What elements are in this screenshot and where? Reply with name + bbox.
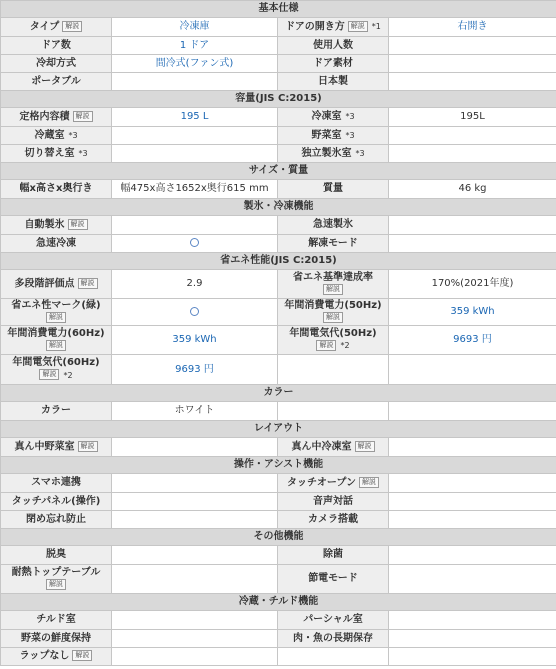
value-power-50[interactable]: 359 kWh [389,299,556,326]
value-meat-fish [389,630,556,648]
label-eco-rate: 省エネ基準達成率 解説 [278,270,389,299]
value-door-count[interactable]: 1 ドア [112,37,278,55]
label-meat-fish: 肉・魚の長期保存 [278,630,389,648]
value-wrap-free [112,648,278,666]
value-sterilize [389,546,556,565]
label-door-count: ドア数 [1,37,112,55]
value-auto-ice [112,216,278,235]
value-type[interactable]: 冷凍庫 [112,18,278,37]
label-made-in-japan: 日本製 [278,73,389,91]
value-eco-mark [112,299,278,326]
value-power-save [389,565,556,594]
label-users: 使用人数 [278,37,389,55]
circle-icon [190,307,199,316]
value-power-60[interactable]: 359 kWh [112,326,278,355]
section-header-chilled: 冷蔵・チルド機能 [1,594,556,611]
explain-button-cost-50[interactable]: 解説 [316,340,336,351]
explain-button-auto-ice[interactable]: 解説 [68,219,88,230]
value-weight: 46 kg [389,180,556,199]
label-cost-60: 年間電気代(60Hz) 解説 *2 [1,355,112,385]
label-center-veg: 真ん中野菜室 解説 [1,438,112,457]
section-header-other: その他機能 [1,529,556,546]
explain-button-center-freezer[interactable]: 解説 [355,441,375,452]
empty-cell [389,402,556,421]
note-1: *1 [371,22,381,32]
value-eco-rate: 170%(2021年度) [389,270,556,299]
value-door-material [389,55,556,73]
label-touch-open: タッチオープン 解説 [278,474,389,493]
section-header-operation: 操作・アシスト機能 [1,457,556,474]
label-chilled-room: チルド室 [1,611,112,630]
label-center-freezer: 真ん中冷凍室 解説 [278,438,389,457]
value-touch-panel [112,493,278,511]
value-quick-freeze [112,235,278,253]
value-cost-50[interactable]: 9693 円 [389,326,556,355]
value-door-opening[interactable]: 右開き [389,18,556,37]
label-door-material: ドア素材 [278,55,389,73]
explain-button-eco-mark[interactable]: 解説 [46,312,66,323]
label-type: タイプ 解説 [1,18,112,37]
label-quick-freeze: 急速冷凍 [1,235,112,253]
empty-cell [278,402,389,421]
value-voice [389,493,556,511]
empty-cell [389,648,556,666]
label-voice: 音声対話 [278,493,389,511]
value-veg-fresh [112,630,278,648]
section-header-size: サイズ・質量 [1,163,556,180]
empty-cell [278,648,389,666]
label-quick-ice: 急速製氷 [278,216,389,235]
label-touch-panel: タッチパネル(操作) [1,493,112,511]
value-door-alarm [112,511,278,529]
label-thaw-mode: 解凍モード [278,235,389,253]
value-dimensions: 幅475x高さ1652x奥行615 mm [112,180,278,199]
label-power-50: 年間消費電力(50Hz) 解説 [278,299,389,326]
empty-cell [278,355,389,385]
value-quick-ice [389,216,556,235]
value-rated-capacity[interactable]: 195 L [112,108,278,127]
value-made-in-japan [389,73,556,91]
value-deodorize [112,546,278,565]
section-header-layout: レイアウト [1,421,556,438]
label-eco-mark: 省エネ性マーク(緑) 解説 [1,299,112,326]
label-camera: カメラ搭載 [278,511,389,529]
explain-button-type[interactable]: 解説 [62,21,82,32]
explain-button-eco-rate[interactable]: 解説 [323,284,343,295]
label-rated-capacity: 定格内容積 解説 [1,108,112,127]
label-auto-ice: 自動製氷 解説 [1,216,112,235]
value-ice-room [389,145,556,163]
value-fridge [112,127,278,145]
label-vegetable: 野菜室 *3 [278,127,389,145]
empty-cell [389,355,556,385]
label-fridge: 冷蔵室 *3 [1,127,112,145]
value-center-freezer [389,438,556,457]
label-switch-room: 切り替え室 *3 [1,145,112,163]
value-chilled-room [112,611,278,630]
explain-button-wrap-free[interactable]: 解説 [72,650,92,661]
label-door-alarm: 閉め忘れ防止 [1,511,112,529]
value-thaw-mode [389,235,556,253]
value-heat-top [112,565,278,594]
value-multi-rating: 2.9 [112,270,278,299]
label-multi-rating: 多段階評価点 解説 [1,270,112,299]
label-door-opening: ドアの開き方 解説 *1 [278,18,389,37]
circle-icon [190,238,199,247]
section-header-basic: 基本仕様 [1,1,556,18]
label-weight: 質量 [278,180,389,199]
label-heat-top: 耐熱トップテーブル 解説 [1,565,112,594]
value-switch-room [112,145,278,163]
explain-button-multi-rating[interactable]: 解説 [78,278,98,289]
section-header-color: カラー [1,385,556,402]
label-sterilize: 除菌 [278,546,389,565]
label-power-save: 節電モード [278,565,389,594]
label-wrap-free: ラップなし 解説 [1,648,112,666]
explain-button-door-opening[interactable]: 解説 [348,21,368,32]
section-header-ice: 製氷・冷凍機能 [1,199,556,216]
value-color: ホワイト [112,402,278,421]
value-cooling[interactable]: 間冷式(ファン式) [112,55,278,73]
value-freezer: 195L [389,108,556,127]
value-smartphone [112,474,278,493]
explain-button-heat-top[interactable]: 解説 [46,579,66,590]
label-veg-fresh: 野菜の鮮度保持 [1,630,112,648]
label-deodorize: 脱臭 [1,546,112,565]
explain-button-touch-open[interactable]: 解説 [359,477,379,488]
explain-button-power-50[interactable]: 解説 [323,312,343,323]
value-camera [389,511,556,529]
label-dimensions: 幅x高さx奥行き [1,180,112,199]
value-users [389,37,556,55]
value-touch-open [389,474,556,493]
label-cooling: 冷却方式 [1,55,112,73]
label-freezer: 冷凍室 *3 [278,108,389,127]
explain-button-center-veg[interactable]: 解説 [78,441,98,452]
label-color: カラー [1,402,112,421]
label-power-60: 年間消費電力(60Hz) 解説 [1,326,112,355]
value-partial-room [389,611,556,630]
section-header-eco: 省エネ性能(JIS C:2015) [1,253,556,270]
explain-button-cost-60[interactable]: 解説 [39,369,59,380]
explain-button-capacity[interactable]: 解説 [73,111,93,122]
value-vegetable [389,127,556,145]
label-smartphone: スマホ連携 [1,474,112,493]
section-header-capacity: 容量(JIS C:2015) [1,91,556,108]
label-cost-50: 年間電気代(50Hz) 解説 *2 [278,326,389,355]
label-portable: ポータブル [1,73,112,91]
label-ice-room: 独立製氷室 *3 [278,145,389,163]
value-center-veg [112,438,278,457]
value-portable [112,73,278,91]
explain-button-power-60[interactable]: 解説 [46,340,66,351]
value-cost-60[interactable]: 9693 円 [112,355,278,385]
label-partial-room: パーシャル室 [278,611,389,630]
